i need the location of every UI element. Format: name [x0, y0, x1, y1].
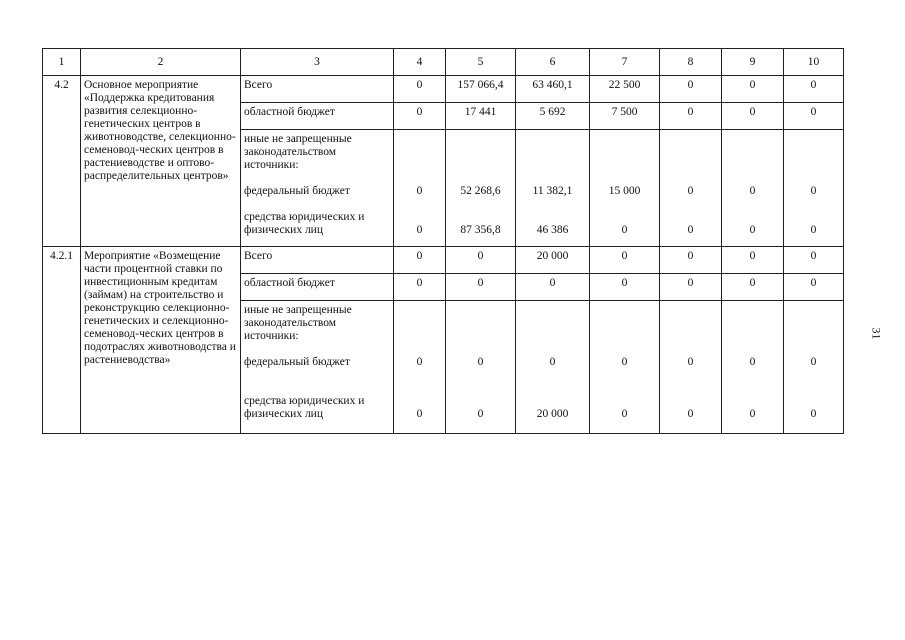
value-cell: 63 460,1	[516, 76, 590, 103]
source-label: Всего	[241, 76, 394, 103]
header-cell: 1	[43, 49, 81, 76]
value-cell: 0 20 000	[516, 301, 590, 434]
value-cell: 0	[394, 76, 446, 103]
value-cell: 0	[590, 274, 660, 301]
value-cell: 0	[446, 247, 516, 274]
row-name: Мероприятие «Возмещение части процентной ставки по инвестиционным кредитам (займам) на строительство и реконструкцию селекционно-генетических и селекционно-семеновод-ческих центров в подотраслях животноводства и растениеводства»	[81, 247, 241, 434]
other-sources-cell	[241, 301, 394, 434]
other-sources-label: иные не запрещенные законодательством источники:	[244, 304, 352, 342]
value-cell: 11 382,1 46 386	[516, 130, 590, 247]
other-sources-label: иные не запрещенные законодательством источники:	[244, 133, 352, 171]
value-cell: 0	[660, 247, 722, 274]
value-cell: 17 441	[446, 103, 516, 130]
header-cell: 6	[516, 49, 590, 76]
value-cell: 22 500	[590, 76, 660, 103]
value-cell: 0	[516, 274, 590, 301]
value-cell: 0	[660, 103, 722, 130]
header-cell: 9	[722, 49, 784, 76]
value-cell: 0	[446, 274, 516, 301]
value-cell: 0	[394, 103, 446, 130]
value-cell: 15 000 0	[590, 130, 660, 247]
budget-table	[42, 48, 844, 434]
value-cell: 0	[722, 103, 784, 130]
header-cell: 2	[81, 49, 241, 76]
header-cell: 4	[394, 49, 446, 76]
value-cell: 5 692	[516, 103, 590, 130]
source-label: областной бюджет	[241, 103, 394, 130]
value-cell: 20 000	[516, 247, 590, 274]
federal-label: федеральный бюджет	[244, 185, 350, 197]
value-cell: 0	[394, 274, 446, 301]
value-cell: 7 500	[590, 103, 660, 130]
value-cell: 0 0	[394, 130, 446, 247]
value-cell: 0 0	[394, 301, 446, 434]
value-cell: 0 0	[446, 301, 516, 434]
value-cell: 0 0	[722, 301, 784, 434]
value-cell: 52 268,6 87 356,8	[446, 130, 516, 247]
value-cell: 0 0	[660, 130, 722, 247]
value-cell: 0	[722, 76, 784, 103]
value-cell: 0	[660, 76, 722, 103]
row-name: Основное мероприятие «Поддержка кредитования развития селекционно-генетических центров в животноводстве, селекционно-семеновод-ческих центров в растениеводстве и оптово-распределительных центров»	[81, 76, 241, 247]
legal-label: средства юридических и физических лиц	[244, 395, 365, 420]
value-cell: 0	[784, 247, 844, 274]
source-label: областной бюджет	[241, 274, 394, 301]
value-cell: 0 0	[784, 301, 844, 434]
row-code: 4.2.1	[43, 247, 81, 434]
table-row	[43, 247, 844, 274]
source-label: Всего	[241, 247, 394, 274]
value-cell: 0 0	[660, 301, 722, 434]
header-cell: 7	[590, 49, 660, 76]
header-row	[43, 49, 844, 76]
value-cell: 157 066,4	[446, 76, 516, 103]
value-cell: 0	[394, 247, 446, 274]
federal-label: федеральный бюджет	[244, 356, 350, 368]
header-cell: 8	[660, 49, 722, 76]
value-cell: 0	[784, 103, 844, 130]
header-cell: 10	[784, 49, 844, 76]
legal-label: средства юридических и физических лиц	[244, 211, 365, 236]
page-number: 31	[869, 327, 884, 340]
value-cell: 0	[722, 274, 784, 301]
header-cell: 5	[446, 49, 516, 76]
value-cell: 0	[784, 274, 844, 301]
table-row	[43, 76, 844, 103]
value-cell: 0	[784, 76, 844, 103]
value-cell: 0	[590, 247, 660, 274]
value-cell: 0 0	[784, 130, 844, 247]
header-cell: 3	[241, 49, 394, 76]
value-cell: 0 0	[590, 301, 660, 434]
value-cell: 0	[660, 274, 722, 301]
row-code: 4.2	[43, 76, 81, 247]
other-sources-cell	[241, 130, 394, 247]
value-cell: 0	[722, 247, 784, 274]
value-cell: 0 0	[722, 130, 784, 247]
